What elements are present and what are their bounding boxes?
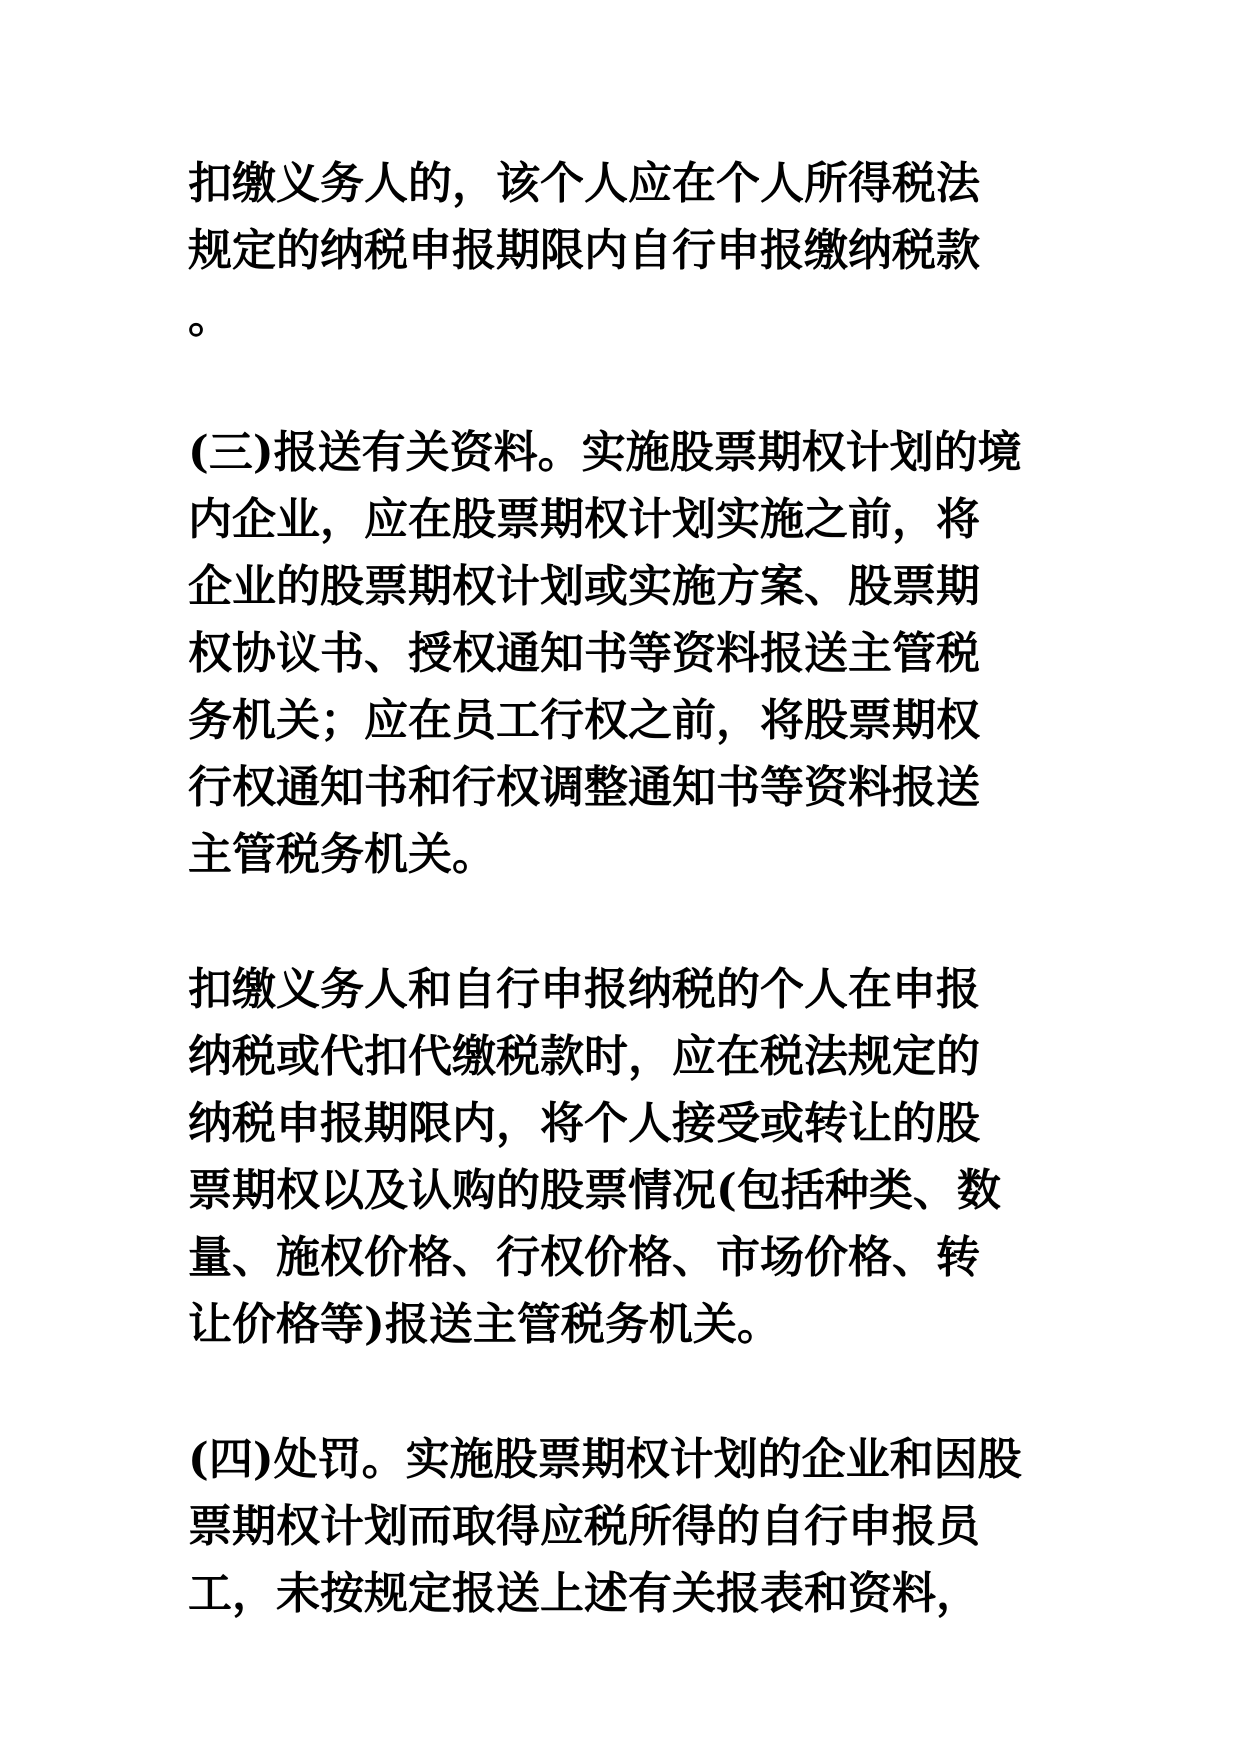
text-line: 票期权以及认购的股票情况(包括种类、数	[188, 1165, 1001, 1216]
paragraph-penalty	[188, 1426, 1068, 1627]
text-line: 规定的纳税申报期限内自行申报缴纳税款	[188, 225, 980, 276]
text-line: 量、施权价格、行权价格、市场价格、转	[188, 1232, 980, 1283]
paragraph-submit-materials	[188, 419, 1068, 888]
text-line: 纳税申报期限内，将个人接受或转让的股	[188, 1098, 980, 1149]
paragraph-withholding-report	[188, 956, 1068, 1358]
text-line: 扣缴义务人和自行申报纳税的个人在申报	[188, 964, 980, 1015]
text-line: 纳税或代扣代缴税款时，应在税法规定的	[188, 1031, 980, 1082]
text-line: (三)报送有关资料。实施股票期权计划的境	[188, 427, 1022, 478]
text-line: 内企业，应在股票期权计划实施之前，将	[188, 494, 980, 545]
paragraph-self-declaration	[188, 150, 1068, 351]
text-line: 扣缴义务人的，该个人应在个人所得税法	[188, 158, 980, 209]
text-line: 企业的股票期权计划或实施方案、股票期	[188, 561, 980, 612]
text-line: 让价格等)报送主管税务机关。	[188, 1299, 781, 1350]
document-body	[188, 150, 1068, 1695]
text-line: 行权通知书和行权调整通知书等资料报送	[188, 762, 980, 813]
text-line: 。	[188, 292, 232, 343]
text-line: 主管税务机关。	[188, 829, 496, 880]
text-line: 务机关；应在员工行权之前，将股票期权	[188, 695, 980, 746]
text-line: 工，未按规定报送上述有关报表和资料，	[188, 1568, 980, 1619]
text-line: 权协议书、授权通知书等资料报送主管税	[188, 628, 980, 679]
text-line: 票期权计划而取得应税所得的自行申报员	[188, 1501, 980, 1552]
text-line: (四)处罚。实施股票期权计划的企业和因股	[188, 1434, 1022, 1485]
